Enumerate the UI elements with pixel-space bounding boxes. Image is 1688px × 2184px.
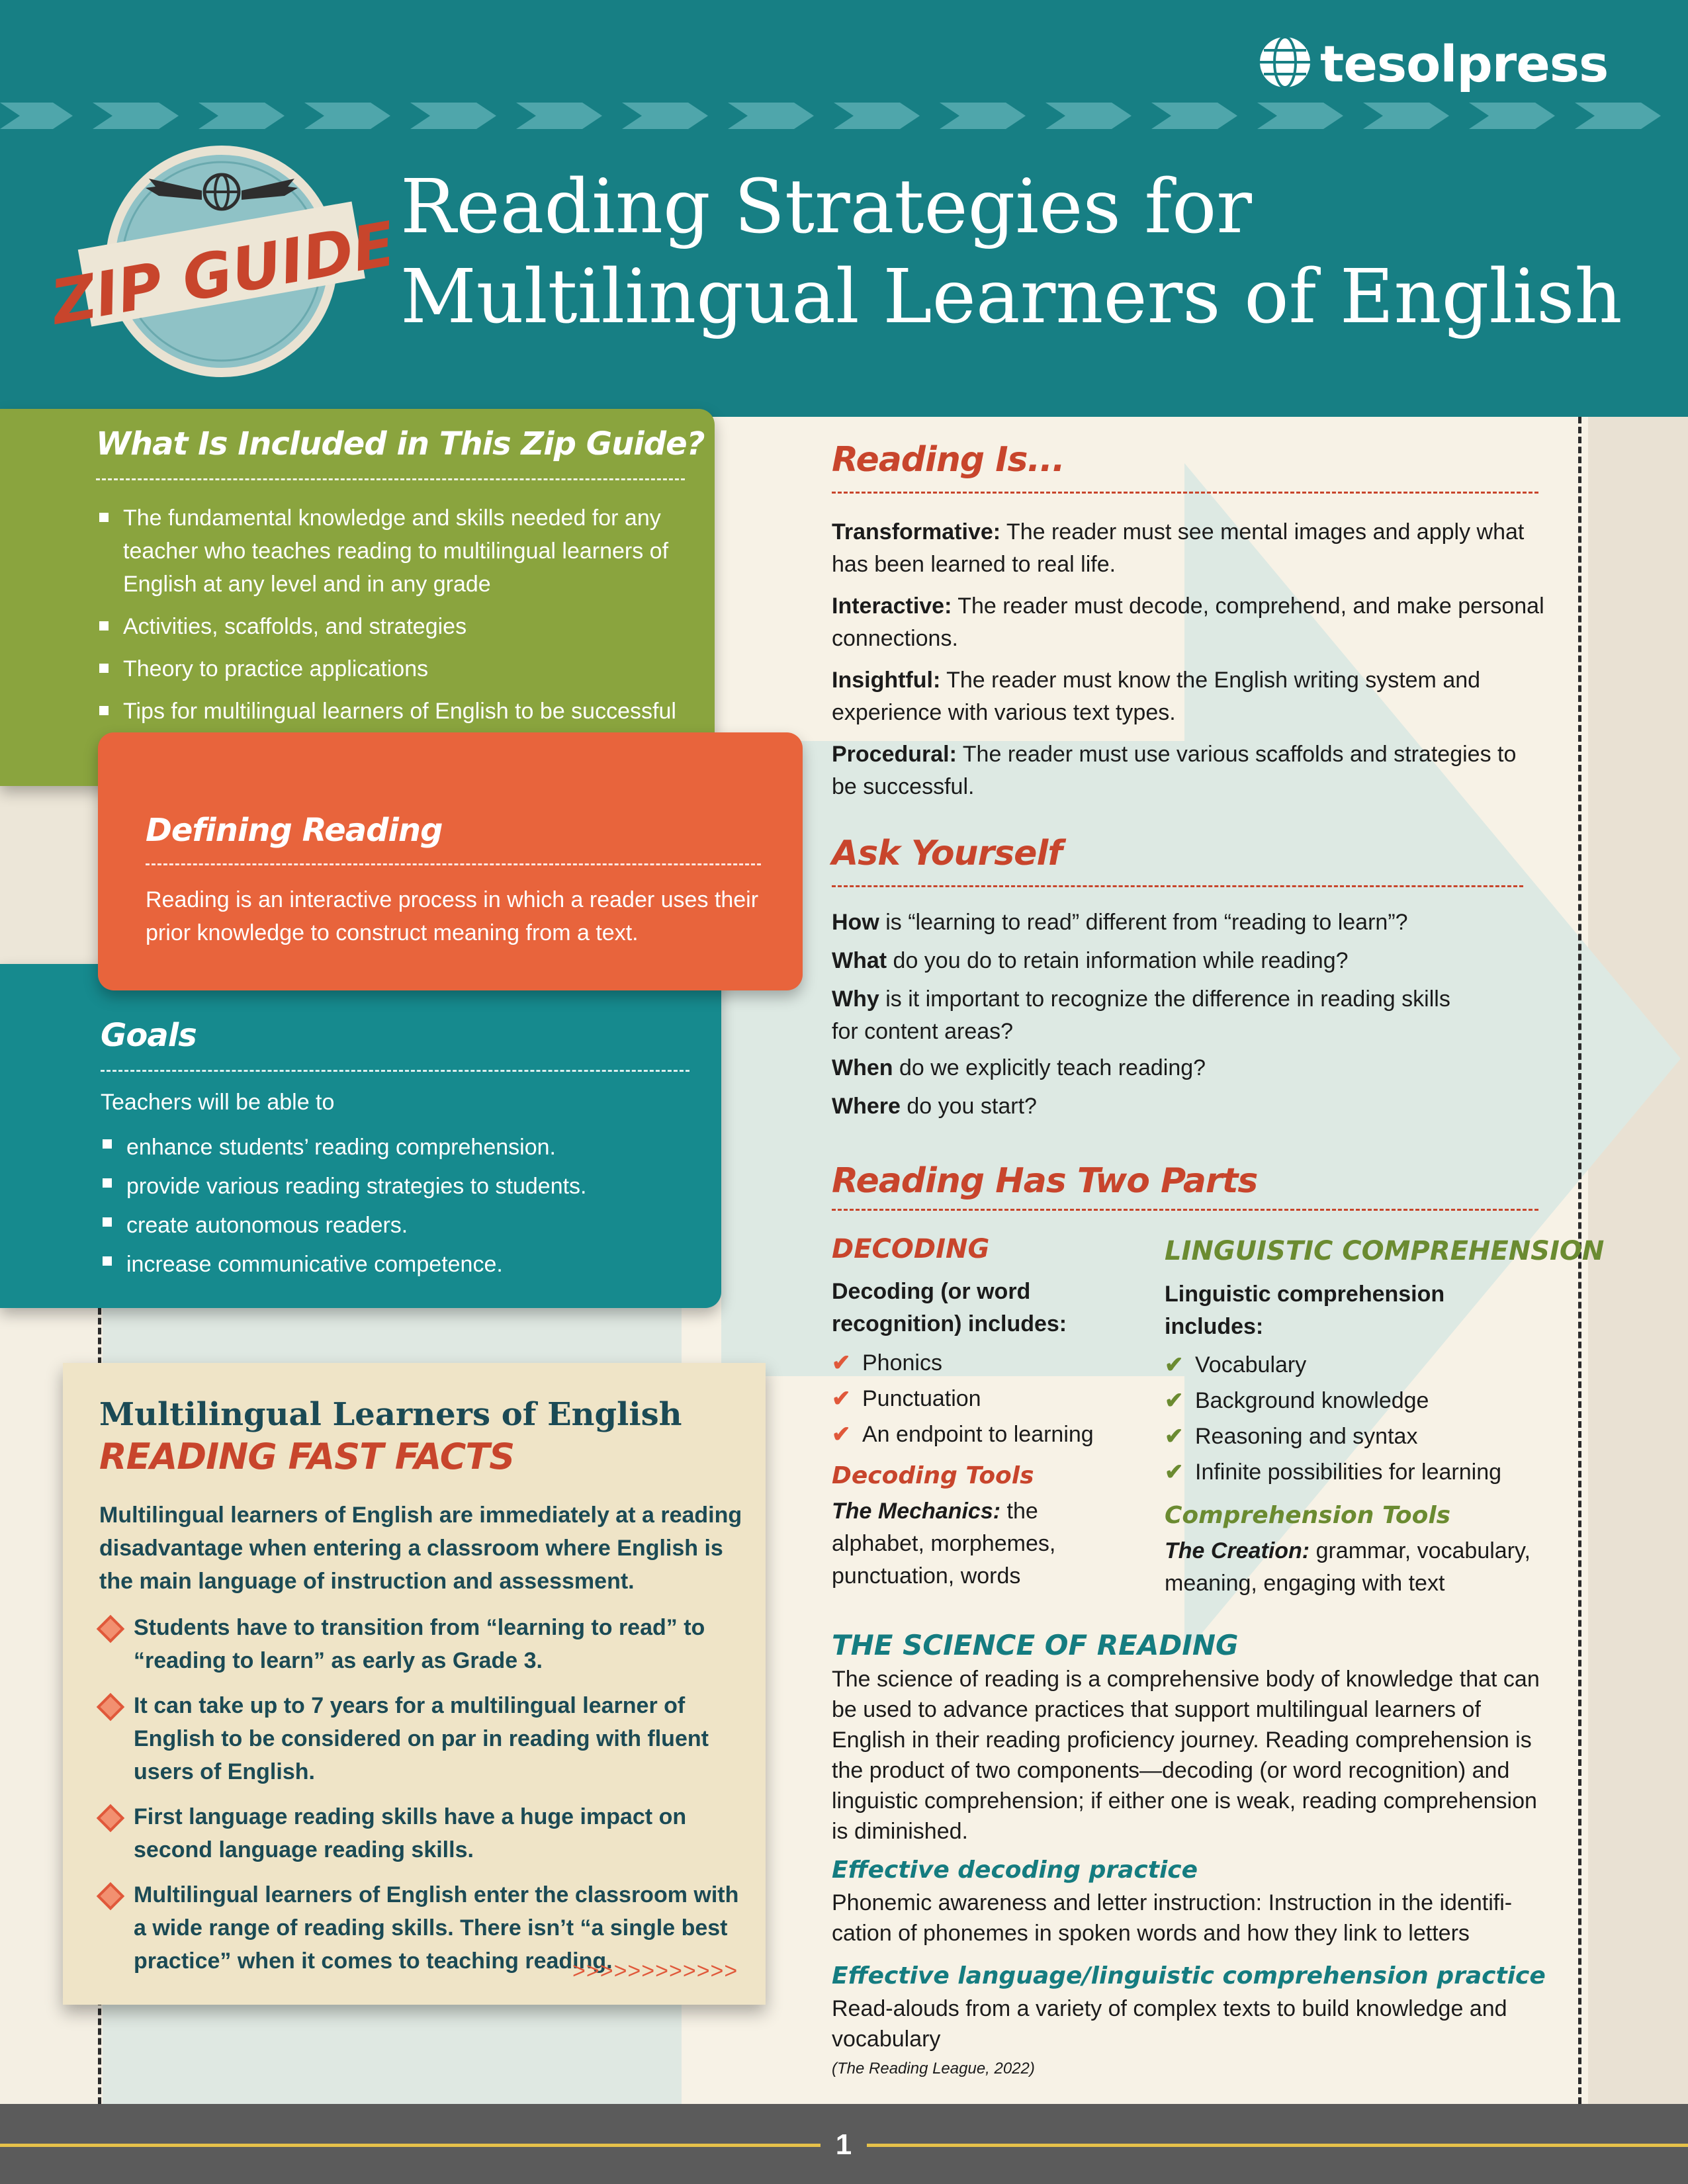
linguistic-label: LINGUISTIC COMPREHENSION <box>1165 1236 1605 1266</box>
comprehension-tools-text: The Creation: grammar, vocabulary, meaning, engaging with text <box>1165 1538 1531 1596</box>
ask-yourself-heading: Ask Yourself <box>832 834 1062 873</box>
check-icon: ✔ <box>832 1350 851 1376</box>
tesolpress-logo <box>1257 33 1609 93</box>
check-icon: ✔ <box>1165 1352 1184 1377</box>
ask-item: Why is it important to recognize the difference in reading skills for content areas? <box>832 986 1450 1044</box>
goals-heading: Goals <box>101 1017 197 1054</box>
decoding-lead: Decoding (or word recognition) includes: <box>832 1279 1067 1336</box>
list-item: create autonomous readers. <box>103 1206 587 1245</box>
list-item: ✔ An endpoint to learning <box>832 1417 1136 1452</box>
decoding-label: DECODING <box>832 1234 990 1264</box>
included-card <box>0 409 715 786</box>
citation: (The Reading League, 2022) <box>832 2060 1035 2077</box>
list-item: Multilingual learners of English enter the classroom with a wide range of reading skills. There isn’t “a single best practice” when it comes to teaching reading. <box>99 1878 748 1978</box>
reading-is-item: Interactive: The reader must decode, comprehend, and make personal connections. <box>832 593 1544 651</box>
ask-yourself-rule <box>832 885 1523 887</box>
practice2-body: Read-alouds from a variety of complex texts to build knowledge and vocabulary <box>832 1996 1507 2052</box>
list-item: ✔ Background knowledge <box>1165 1383 1575 1419</box>
ask-item: When do we explicitly teach reading? <box>832 1055 1206 1080</box>
defining-body: Reading is an interactive process in which a reader uses their prior knowledge to construct meaning from a text. <box>146 887 759 945</box>
list-item: Theory to practice applications <box>99 652 682 685</box>
list-item: Activities, scaffolds, and strategies <box>99 610 682 643</box>
title-line-1: Reading Strategies for <box>400 164 1252 250</box>
facts-subtitle: READING FAST FACTS <box>99 1436 515 1477</box>
fast-facts-card <box>63 1363 766 2005</box>
ask-item: Where do you start? <box>832 1094 1037 1119</box>
reading-is-heading: Reading Is... <box>832 440 1065 480</box>
included-list <box>99 502 682 737</box>
list-item: ✔ Phonics <box>832 1345 1136 1381</box>
list-item: ✔ Infinite possibilities for learning <box>1165 1454 1575 1490</box>
check-icon: ✔ <box>1165 1460 1184 1485</box>
decoding-list <box>832 1345 1136 1452</box>
defining-reading-card <box>98 732 803 990</box>
page-number: 1 <box>821 2125 867 2165</box>
linguistic-list <box>1165 1347 1575 1490</box>
included-heading: What Is Included in This Zip Guide? <box>96 425 705 462</box>
practice2-heading: Effective language/linguistic comprehension practice <box>832 1962 1546 1989</box>
practice1-body: Phonemic awareness and letter instruction: Instruction in the identification of phonemes in spoken words and how they link to letters <box>832 1890 1513 1946</box>
facts-list <box>99 1611 748 1989</box>
science-heading: THE SCIENCE OF READING <box>832 1629 1239 1661</box>
diamond-bullet-icon <box>97 1615 124 1643</box>
science-body: The science of reading is a comprehensive body of knowledge that can be used to advance practices that support multilingual learners of English in their reading proficiency journey. Reading comprehension is the product of two components—decoding (or word recognition) and linguistic comprehension; if either one is weak, reading comprehension is diminished. <box>832 1667 1540 1844</box>
page-title <box>400 162 1658 342</box>
facts-intro: Multilingual learners of English are immediately at a reading disadvantage when entering a classroom where English is the main language of instruction and assessment. <box>99 1503 742 1594</box>
practice1-heading: Effective decoding practice <box>832 1856 1198 1884</box>
diamond-bullet-icon <box>97 1804 124 1832</box>
chevron-icons: >>>>>>>>>>>> <box>572 1958 738 1984</box>
decoding-tools-heading: Decoding Tools <box>832 1462 1034 1489</box>
two-parts-heading: Reading Has Two Parts <box>832 1161 1258 1201</box>
logo-text: tesolpress <box>1320 34 1609 93</box>
list-item: ✔ Reasoning and syntax <box>1165 1419 1575 1454</box>
chevron-strip <box>0 99 1688 132</box>
reading-is-item: Insightful: The reader must know the English writing system and experience with various text types. <box>832 668 1481 725</box>
reading-is-rule <box>832 492 1538 494</box>
diamond-bullet-icon <box>97 1882 124 1910</box>
defining-heading: Defining Reading <box>146 812 443 849</box>
list-item: Tips for multilingual learners of English to be successful <box>99 695 682 728</box>
list-item: enhance students’ reading comprehension. <box>103 1128 587 1167</box>
list-item: ✔ Punctuation <box>832 1381 1136 1417</box>
goals-intro: Teachers will be able to <box>101 1090 335 1115</box>
check-icon: ✔ <box>832 1422 851 1447</box>
reading-is-item: Transformative: The reader must see mental images and apply what has been learned to real life. <box>832 519 1525 577</box>
facts-title: Multilingual Learners of English <box>99 1396 682 1433</box>
diamond-bullet-icon <box>97 1693 124 1721</box>
ask-item: How is “learning to read” different from “reading to learn”? <box>832 910 1408 935</box>
reading-is-item: Procedural: The reader must use various scaffolds and strategies to be successful. <box>832 742 1517 799</box>
check-icon: ✔ <box>1165 1388 1184 1413</box>
included-rule <box>96 478 685 480</box>
linguistic-lead: Linguistic comprehension includes: <box>1165 1282 1445 1339</box>
goals-rule <box>101 1070 689 1072</box>
list-item: ✔ Vocabulary <box>1165 1347 1575 1383</box>
zip-guide-badge <box>46 139 400 377</box>
title-line-2: Multilingual Learners of English <box>400 254 1622 340</box>
list-item: The fundamental knowledge and skills needed for any teacher who teaches reading to multilingual learners of English at any level and in any grade <box>99 502 682 601</box>
list-item: increase communicative competence. <box>103 1245 587 1284</box>
list-item: Students have to transition from “learning to read” to “reading to learn” as early as Grade 3. <box>99 1611 748 1677</box>
list-item: It can take up to 7 years for a multilingual learner of English to be considered on par in reading with fluent users of English. <box>99 1689 748 1788</box>
badge-text: ZIP GUIDE <box>46 208 400 339</box>
decoding-tools-text: The Mechanics: the alphabet, morphemes, punctuation, words <box>832 1499 1056 1589</box>
defining-rule <box>146 863 761 865</box>
list-item: provide various reading strategies to students. <box>103 1167 587 1206</box>
ask-item: What do you do to retain information while reading? <box>832 948 1349 973</box>
two-parts-rule <box>832 1209 1538 1211</box>
check-icon: ✔ <box>1165 1424 1184 1449</box>
globe-icon <box>1257 34 1313 90</box>
goals-card <box>0 964 721 1308</box>
goals-list <box>103 1128 587 1284</box>
comprehension-tools-heading: Comprehension Tools <box>1165 1502 1451 1529</box>
list-item: First language reading skills have a huge impact on second language reading skills. <box>99 1800 748 1866</box>
check-icon: ✔ <box>832 1386 851 1411</box>
